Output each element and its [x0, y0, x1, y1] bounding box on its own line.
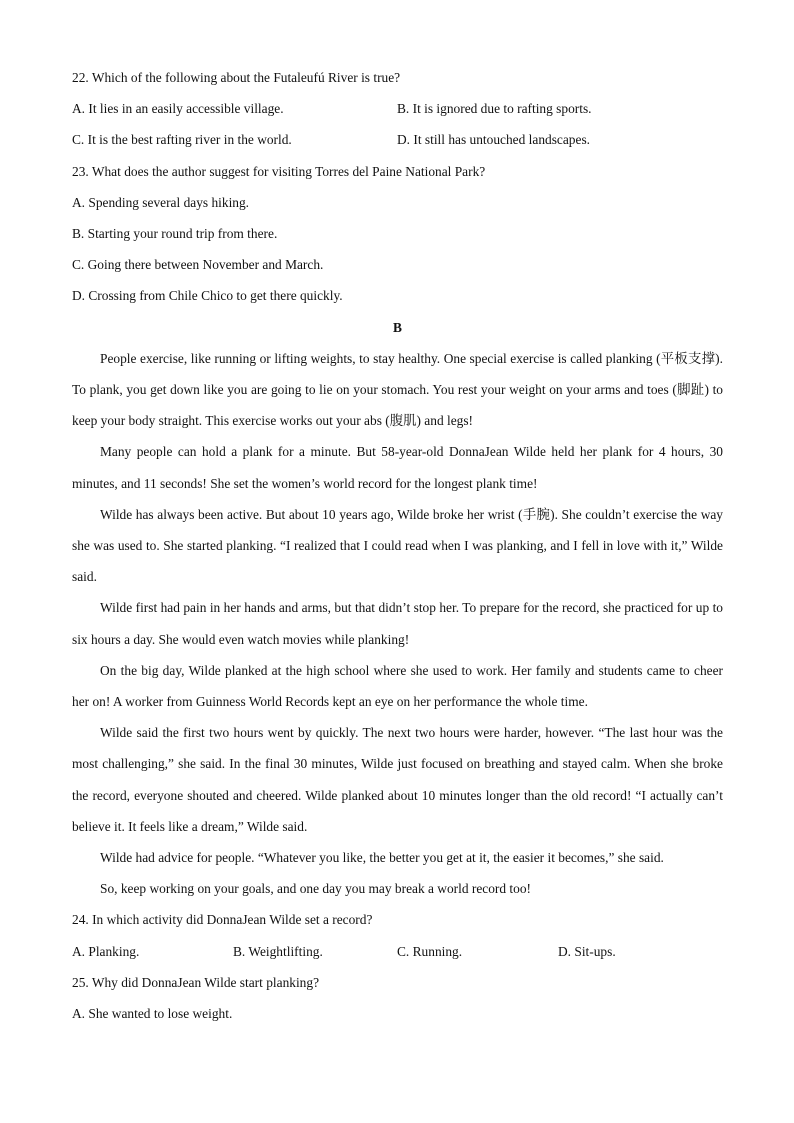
question-22-option-a: A. It lies in an easily accessible village.: [72, 101, 284, 117]
question-25-option-a: A. She wanted to lose weight.: [72, 1006, 233, 1022]
section-b-paragraph: People exercise, like running or lifting weights, to stay healthy. One special exercise is called planking (平板支撑). To plank, you get down like you are going to lie on your stomach. You rest your weight on your arms and toes (脚趾) to keep your body straight. This exercise works out your abs (腹肌) and legs!: [72, 350, 723, 429]
question-22-option-d: D. It still has untouched landscapes.: [397, 132, 591, 148]
section-b-paragraph: Many people can hold a plank for a minute. But 58-year-old DonnaJean Wilde held her plank for 4 hours, 30 minutes, and 11 seconds! She set the women’s world record for the longest plank time!: [72, 444, 723, 491]
question-23-option-b: B. Starting your round trip from there.: [72, 226, 278, 242]
question-24-stem: 24. In which activity did DonnaJean Wilde set a record?: [72, 912, 373, 928]
question-22-option-b: B. It is ignored due to rafting sports.: [397, 101, 592, 117]
section-b-paragraph: On the big day, Wilde planked at the high school where she used to work. Her family and students came to cheer her on! A worker from Guinness World Records kept an eye on her performance the whole time.: [72, 662, 723, 710]
question-25-stem: 25. Why did DonnaJean Wilde start planking?: [72, 974, 320, 990]
question-22-options-row-2: [72, 124, 723, 155]
question-22-options-row-1: [72, 93, 723, 124]
section-b-paragraph: Wilde first had pain in her hands and arms, but that didn’t stop her. To prepare for the record, she practiced for up to six hours a day. She would even watch movies while planking!: [72, 600, 723, 647]
question-24-options-row: [72, 936, 723, 967]
question-24-option-b: B. Weightlifting.: [233, 943, 323, 959]
question-24-option-a: A. Planking.: [72, 943, 140, 959]
section-b-title: B: [393, 319, 402, 335]
section-b-paragraph: So, keep working on your goals, and one day you may break a world record too!: [100, 881, 531, 897]
section-b-paragraph: Wilde had advice for people. “Whatever you like, the better you get at it, the easier it becomes,” she said.: [100, 850, 664, 866]
section-b-paragraph: Wilde has always been active. But about 10 years ago, Wilde broke her wrist (手腕). She couldn’t exercise the way she was used to. She started planking. “I realized that I could read when I was planking, and I fell in love with it,” Wilde said.: [72, 506, 723, 585]
question-23-option-d: D. Crossing from Chile Chico to get there quickly.: [72, 288, 343, 304]
question-24-option-d: D. Sit-ups.: [558, 943, 616, 959]
section-b-paragraph: Wilde said the first two hours went by quickly. The next two hours were harder, however. “The last hour was the most challenging,” she said. In the final 30 minutes, Wilde just focused on breathing and stayed calm. When she broke the record, everyone shouted and cheered. Wilde planked about 10 minutes longer than the old record! “I actually can’t believe it. It feels like a dream,” Wilde said.: [72, 725, 723, 834]
question-23-option-c: C. Going there between November and March.: [72, 257, 324, 273]
exam-page: [72, 62, 723, 1029]
question-24-option-c: C. Running.: [397, 943, 463, 959]
question-23-option-a: A. Spending several days hiking.: [72, 194, 250, 210]
question-22-option-c: C. It is the best rafting river in the world.: [72, 132, 292, 148]
question-23-stem: 23. What does the author suggest for visiting Torres del Paine National Park?: [72, 163, 486, 179]
question-22-stem: 22. Which of the following about the Futaleufú River is true?: [72, 70, 401, 85]
